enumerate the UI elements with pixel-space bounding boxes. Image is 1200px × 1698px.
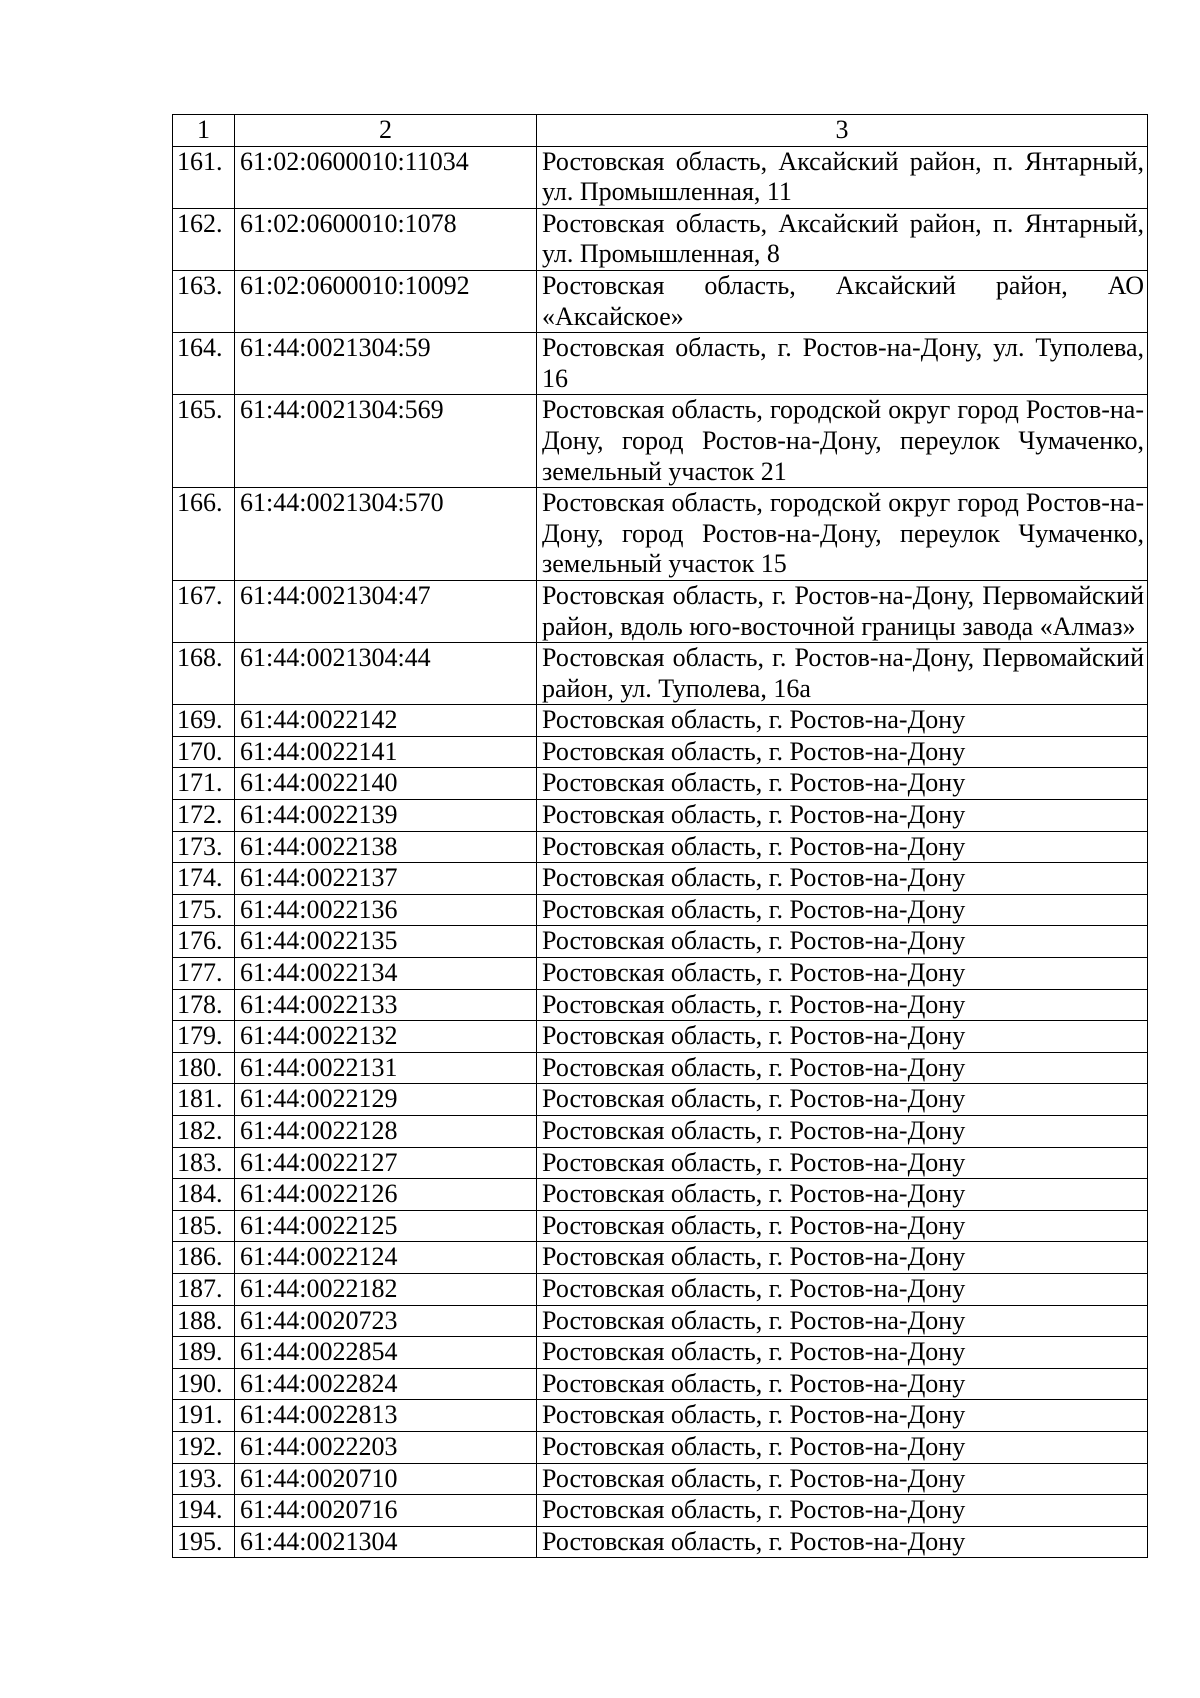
address: Ростовская область, г. Ростов-на-Дону, ул. Туполева, 16 bbox=[537, 333, 1148, 395]
cadastral-number: 61:44:0022140 bbox=[235, 768, 537, 800]
cadastral-number: 61:44:0020710 bbox=[235, 1463, 537, 1495]
row-number: 173. bbox=[173, 831, 235, 863]
table-row bbox=[173, 1242, 1148, 1274]
row-number: 172. bbox=[173, 800, 235, 832]
cadastral-number: 61:44:0022134 bbox=[235, 958, 537, 990]
address: Ростовская область, г. Ростов-на-Дону bbox=[537, 1368, 1148, 1400]
address: Ростовская область, г. Ростов-на-Дону bbox=[537, 958, 1148, 990]
address: Ростовская область, г. Ростов-на-Дону bbox=[537, 1337, 1148, 1369]
cadastral-number: 61:44:0022854 bbox=[235, 1337, 537, 1369]
address: Ростовская область, г. Ростов-на-Дону, Первомайский район, ул. Туполева, 16а bbox=[537, 643, 1148, 705]
table-row bbox=[173, 1337, 1148, 1369]
table-row bbox=[173, 580, 1148, 642]
row-number: 182. bbox=[173, 1116, 235, 1148]
table-header bbox=[173, 115, 1148, 147]
row-number: 180. bbox=[173, 1052, 235, 1084]
table-row bbox=[173, 1210, 1148, 1242]
cadastral-number: 61:44:0022125 bbox=[235, 1210, 537, 1242]
table-row bbox=[173, 863, 1148, 895]
table-row bbox=[173, 488, 1148, 581]
cadastral-number: 61:44:0020723 bbox=[235, 1305, 537, 1337]
address: Ростовская область, г. Ростов-на-Дону bbox=[537, 1463, 1148, 1495]
table-row bbox=[173, 800, 1148, 832]
address: Ростовская область, г. Ростов-на-Дону bbox=[537, 1021, 1148, 1053]
address: Ростовская область, Аксайский район, п. Янтарный, ул. Промышленная, 11 bbox=[537, 146, 1148, 208]
cadastral-number: 61:44:0022141 bbox=[235, 736, 537, 768]
cadastral-number: 61:44:0022124 bbox=[235, 1242, 537, 1274]
table-row bbox=[173, 1526, 1148, 1558]
address: Ростовская область, г. Ростов-на-Дону bbox=[537, 705, 1148, 737]
cadastral-number: 61:44:0022133 bbox=[235, 989, 537, 1021]
cadastral-number: 61:44:0021304 bbox=[235, 1526, 537, 1558]
table-row bbox=[173, 1116, 1148, 1148]
cadastral-number: 61:44:0022126 bbox=[235, 1179, 537, 1211]
table-row bbox=[173, 643, 1148, 705]
table-row bbox=[173, 1431, 1148, 1463]
address: Ростовская область, г. Ростов-на-Дону bbox=[537, 1526, 1148, 1558]
cadastral-number: 61:44:0022129 bbox=[235, 1084, 537, 1116]
cadastral-number: 61:02:0600010:1078 bbox=[235, 208, 537, 270]
cadastral-number: 61:44:0021304:570 bbox=[235, 488, 537, 581]
row-number: 174. bbox=[173, 863, 235, 895]
row-number: 177. bbox=[173, 958, 235, 990]
table-row bbox=[173, 926, 1148, 958]
row-number: 167. bbox=[173, 580, 235, 642]
cadastral-number: 61:02:0600010:11034 bbox=[235, 146, 537, 208]
table-row bbox=[173, 894, 1148, 926]
address: Ростовская область, г. Ростов-на-Дону bbox=[537, 1431, 1148, 1463]
row-number: 166. bbox=[173, 488, 235, 581]
row-number: 179. bbox=[173, 1021, 235, 1053]
cadastral-number: 61:44:0021304:569 bbox=[235, 395, 537, 488]
address: Ростовская область, г. Ростов-на-Дону bbox=[537, 1084, 1148, 1116]
table-row bbox=[173, 1273, 1148, 1305]
address: Ростовская область, г. Ростов-на-Дону bbox=[537, 1179, 1148, 1211]
row-number: 189. bbox=[173, 1337, 235, 1369]
table-row bbox=[173, 705, 1148, 737]
address: Ростовская область, Аксайский район, АО «Аксайское» bbox=[537, 270, 1148, 332]
header-col-2: 2 bbox=[235, 115, 537, 147]
cadastral-number: 61:44:0022813 bbox=[235, 1400, 537, 1432]
address: Ростовская область, г. Ростов-на-Дону bbox=[537, 1495, 1148, 1527]
table-row bbox=[173, 1052, 1148, 1084]
cadastral-number: 61:44:0022135 bbox=[235, 926, 537, 958]
table-row bbox=[173, 1084, 1148, 1116]
table-row bbox=[173, 1400, 1148, 1432]
address: Ростовская область, г. Ростов-на-Дону bbox=[537, 1273, 1148, 1305]
row-number: 186. bbox=[173, 1242, 235, 1274]
row-number: 190. bbox=[173, 1368, 235, 1400]
address: Ростовская область, г. Ростов-на-Дону bbox=[537, 863, 1148, 895]
table-row bbox=[173, 989, 1148, 1021]
cadastral-number: 61:44:0022128 bbox=[235, 1116, 537, 1148]
row-number: 184. bbox=[173, 1179, 235, 1211]
cadastral-number: 61:44:0022136 bbox=[235, 894, 537, 926]
row-number: 170. bbox=[173, 736, 235, 768]
cadastral-number: 61:44:0022132 bbox=[235, 1021, 537, 1053]
row-number: 171. bbox=[173, 768, 235, 800]
row-number: 192. bbox=[173, 1431, 235, 1463]
address: Ростовская область, Аксайский район, п. Янтарный, ул. Промышленная, 8 bbox=[537, 208, 1148, 270]
table-row bbox=[173, 958, 1148, 990]
address: Ростовская область, г. Ростов-на-Дону bbox=[537, 926, 1148, 958]
row-number: 176. bbox=[173, 926, 235, 958]
row-number: 162. bbox=[173, 208, 235, 270]
table-row bbox=[173, 395, 1148, 488]
row-number: 187. bbox=[173, 1273, 235, 1305]
address: Ростовская область, г. Ростов-на-Дону bbox=[537, 1305, 1148, 1337]
row-number: 161. bbox=[173, 146, 235, 208]
row-number: 168. bbox=[173, 643, 235, 705]
address: Ростовская область, г. Ростов-на-Дону bbox=[537, 894, 1148, 926]
table-row bbox=[173, 208, 1148, 270]
parcel-table bbox=[172, 114, 1148, 1558]
cadastral-number: 61:44:0022142 bbox=[235, 705, 537, 737]
cadastral-number: 61:44:0021304:59 bbox=[235, 333, 537, 395]
cadastral-number: 61:44:0021304:44 bbox=[235, 643, 537, 705]
address: Ростовская область, г. Ростов-на-Дону bbox=[537, 1400, 1148, 1432]
cadastral-number: 61:44:0022824 bbox=[235, 1368, 537, 1400]
table-row bbox=[173, 270, 1148, 332]
address: Ростовская область, г. Ростов-на-Дону bbox=[537, 1210, 1148, 1242]
table-row bbox=[173, 1368, 1148, 1400]
address: Ростовская область, г. Ростов-на-Дону bbox=[537, 1116, 1148, 1148]
table-row bbox=[173, 1179, 1148, 1211]
table-row bbox=[173, 831, 1148, 863]
address: Ростовская область, г. Ростов-на-Дону bbox=[537, 736, 1148, 768]
table-row bbox=[173, 1495, 1148, 1527]
table-body bbox=[173, 146, 1148, 1558]
cadastral-number: 61:44:0021304:47 bbox=[235, 580, 537, 642]
address: Ростовская область, г. Ростов-на-Дону bbox=[537, 768, 1148, 800]
address: Ростовская область, г. Ростов-на-Дону bbox=[537, 989, 1148, 1021]
cadastral-number: 61:44:0022127 bbox=[235, 1147, 537, 1179]
table-row bbox=[173, 1305, 1148, 1337]
cadastral-number: 61:44:0022131 bbox=[235, 1052, 537, 1084]
address: Ростовская область, г. Ростов-на-Дону bbox=[537, 1052, 1148, 1084]
table-row bbox=[173, 1021, 1148, 1053]
address: Ростовская область, городской округ город Ростов-на-Дону, город Ростов-на-Дону, переулок Чумаченко, земельный участок 21 bbox=[537, 395, 1148, 488]
table-row bbox=[173, 333, 1148, 395]
header-row bbox=[173, 115, 1148, 147]
row-number: 191. bbox=[173, 1400, 235, 1432]
cadastral-number: 61:44:0022137 bbox=[235, 863, 537, 895]
row-number: 188. bbox=[173, 1305, 235, 1337]
cadastral-number: 61:02:0600010:10092 bbox=[235, 270, 537, 332]
header-col-1: 1 bbox=[173, 115, 235, 147]
table-row bbox=[173, 736, 1148, 768]
row-number: 185. bbox=[173, 1210, 235, 1242]
row-number: 175. bbox=[173, 894, 235, 926]
table-row bbox=[173, 1147, 1148, 1179]
row-number: 164. bbox=[173, 333, 235, 395]
table-row bbox=[173, 146, 1148, 208]
address: Ростовская область, г. Ростов-на-Дону bbox=[537, 1147, 1148, 1179]
table-row bbox=[173, 768, 1148, 800]
row-number: 163. bbox=[173, 270, 235, 332]
row-number: 183. bbox=[173, 1147, 235, 1179]
address: Ростовская область, г. Ростов-на-Дону bbox=[537, 831, 1148, 863]
cadastral-number: 61:44:0020716 bbox=[235, 1495, 537, 1527]
row-number: 194. bbox=[173, 1495, 235, 1527]
row-number: 169. bbox=[173, 705, 235, 737]
row-number: 165. bbox=[173, 395, 235, 488]
cadastral-number: 61:44:0022138 bbox=[235, 831, 537, 863]
cadastral-number: 61:44:0022139 bbox=[235, 800, 537, 832]
row-number: 193. bbox=[173, 1463, 235, 1495]
header-col-3: 3 bbox=[537, 115, 1148, 147]
address: Ростовская область, г. Ростов-на-Дону, Первомайский район, вдоль юго-восточной границы завода «Алмаз» bbox=[537, 580, 1148, 642]
table-row bbox=[173, 1463, 1148, 1495]
cadastral-number: 61:44:0022203 bbox=[235, 1431, 537, 1463]
row-number: 195. bbox=[173, 1526, 235, 1558]
address: Ростовская область, г. Ростов-на-Дону bbox=[537, 1242, 1148, 1274]
address: Ростовская область, г. Ростов-на-Дону bbox=[537, 800, 1148, 832]
address: Ростовская область, городской округ город Ростов-на-Дону, город Ростов-на-Дону, переулок Чумаченко, земельный участок 15 bbox=[537, 488, 1148, 581]
row-number: 181. bbox=[173, 1084, 235, 1116]
cadastral-number: 61:44:0022182 bbox=[235, 1273, 537, 1305]
row-number: 178. bbox=[173, 989, 235, 1021]
